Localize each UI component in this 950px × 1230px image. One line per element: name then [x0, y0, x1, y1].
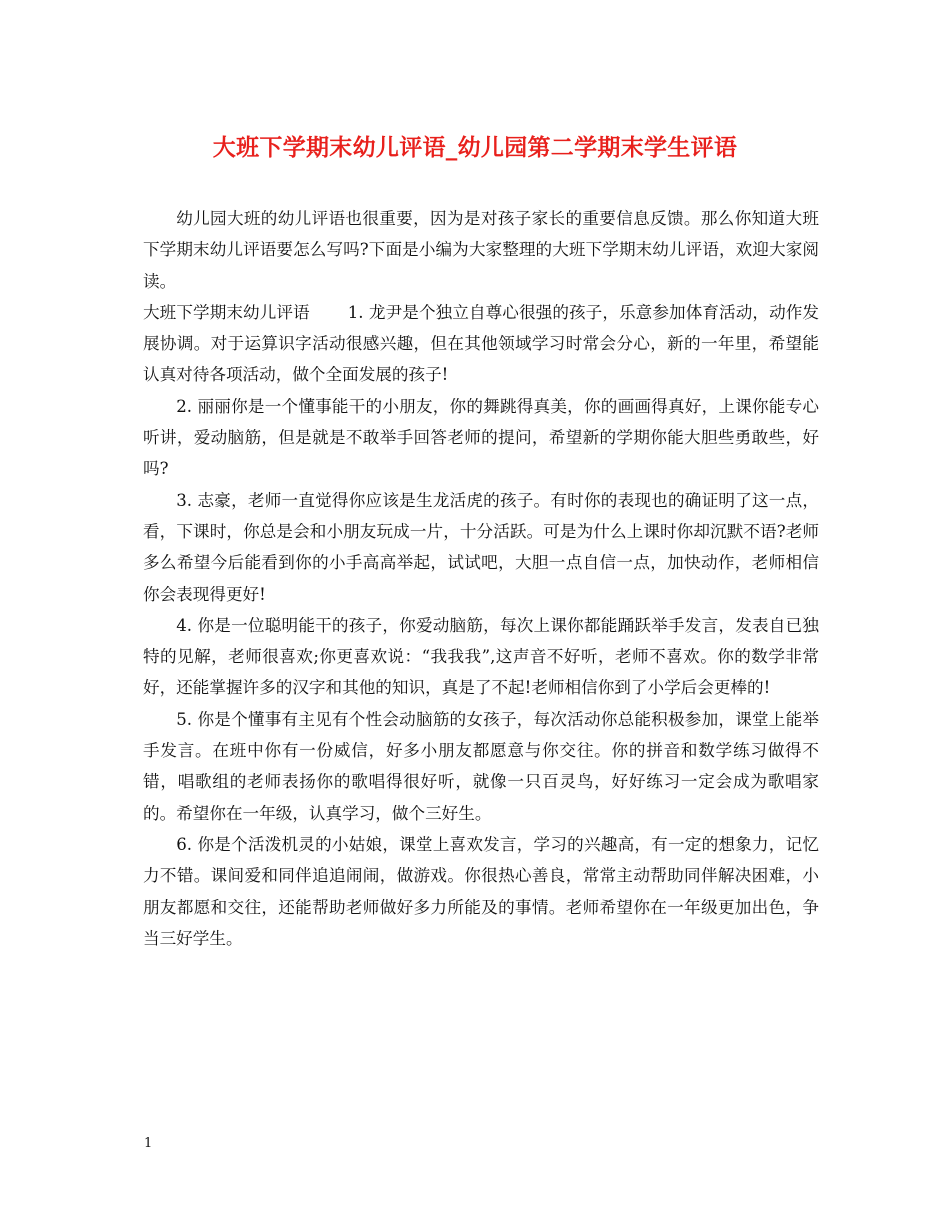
comment-paragraph-3: 3. 志豪，老师一直觉得你应该是生龙活虎的孩子。有时你的表现也的确证明了这一点，看，下课时，你总是会和小朋友玩成一片，十分活跃。可是为什么上课时你却沉默不语?老师多么希望今后能看到你的小手高高举起，试试吧，大胆一点自信一点，加快动作，老师相信你会表现得更好!	[143, 490, 819, 604]
comment-paragraph-4: 4. 你是一位聪明能干的孩子，你爱动脑筋，每次上课你都能踊跃举手发言，发表自已独特的见解，老师很喜欢;你更喜欢说：“我我我”,这声音不好听，老师不喜欢。你的数学非常好，还能掌握许多的汉字和其他的知识，真是了不起!老师相信你到了小学后会更棒的!	[143, 615, 819, 698]
comment-text-1: 1. 龙尹是个独立自尊心很强的孩子，乐意参加体育活动，动作发展协调。对于运算识字活动很感兴趣，但在其他领域学习时常会分心，新的一年里，希望能认真对待各项活动，做个全面发展的孩子!	[143, 302, 820, 385]
comment-paragraph-6: 6. 你是个活泼机灵的小姑娘，课堂上喜欢发言，学习的兴趣高，有一定的想象力，记忆力不错。课间爱和同伴追追闹闹，做游戏。你很热心善良，常常主动帮助同伴解决困难，小朋友都愿和交往，还能帮助老师做好多力所能及的事情。老师希望你在一年级更加出色，争当三好学生。	[143, 834, 819, 948]
page-number: 1	[144, 1136, 153, 1151]
comment-paragraph-1	[143, 297, 819, 391]
intro-paragraph: 幼儿园大班的幼儿评语也很重要，因为是对孩子家长的重要信息反馈。那么你知道大班下学期末幼儿评语要怎么写吗?下面是小编为大家整理的大班下学期末幼儿评语，欢迎大家阅读。	[143, 209, 819, 291]
document-body	[143, 203, 819, 954]
comment-paragraph-2: 2. 丽丽你是一个懂事能干的小朋友，你的舞跳得真美，你的画画得真好，上课你能专心听讲，爱动脑筋，但是就是不敢举手回答老师的提问，希望新的学期你能大胆些勇敢些，好吗?	[143, 396, 819, 479]
document-title: 大班下学期末幼儿评语_幼儿园第二学期末学生评语	[212, 134, 738, 161]
section-label: 大班下学期末幼儿评语	[143, 302, 310, 322]
comment-paragraph-5: 5. 你是个懂事有主见有个性会动脑筋的女孩子，每次活动你总能积极参加，课堂上能举手发言。在班中你有一份威信，好多小朋友都愿意与你交往。你的拼音和数学练习做得不错，唱歌组的老师表扬你的歌唱得很好听，就像一只百灵鸟，好好练习一定会成为歌唱家的。希望你在一年级，认真学习，做个三好生。	[143, 709, 819, 823]
